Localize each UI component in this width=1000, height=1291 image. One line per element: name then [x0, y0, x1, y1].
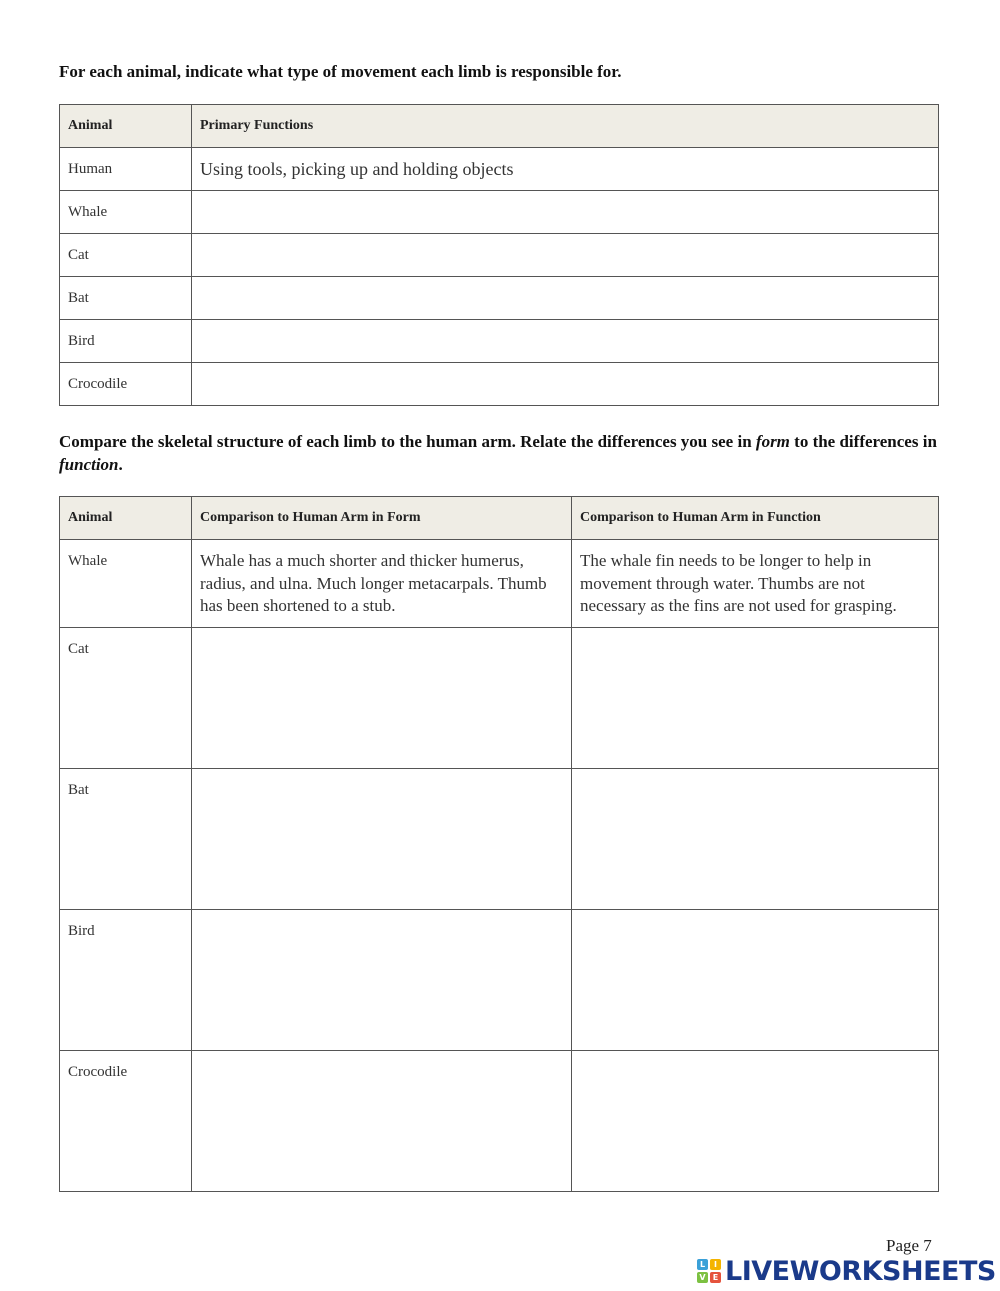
comparison-table — [59, 496, 939, 1192]
function-answer-field[interactable]: The whale fin needs to be longer to help in movement through water. Thumbs are not necessary as the fins are not used for grasping. — [572, 540, 939, 628]
animal-cell: Bird — [60, 320, 192, 363]
logo-text: LIVEWORKSHEETS — [725, 1255, 996, 1287]
form-answer-field[interactable] — [192, 769, 572, 910]
table-row — [60, 769, 939, 910]
animal-cell: Crocodile — [60, 363, 192, 406]
function-answer-field[interactable] — [192, 191, 939, 234]
heading-emphasis-function: function — [59, 455, 119, 474]
table-row — [60, 628, 939, 769]
logo-letter: V — [697, 1272, 708, 1283]
table-header-row — [60, 497, 939, 540]
table-row — [60, 1051, 939, 1192]
form-answer-field[interactable] — [192, 1051, 572, 1192]
header-animal: Animal — [60, 105, 192, 148]
animal-cell: Crocodile — [60, 1051, 192, 1192]
heading-text: to the differences in — [789, 432, 937, 451]
table-row — [60, 320, 939, 363]
table-row — [60, 910, 939, 1051]
primary-functions-table — [59, 104, 939, 406]
table-header-row — [60, 105, 939, 148]
animal-cell: Cat — [60, 234, 192, 277]
heading-emphasis-form: form — [755, 432, 790, 451]
function-answer-field[interactable] — [192, 277, 939, 320]
header-primary-functions: Primary Functions — [192, 105, 939, 148]
header-form: Comparison to Human Arm in Form — [192, 497, 572, 540]
logo-letter: I — [710, 1259, 721, 1270]
function-answer-field[interactable] — [572, 1051, 939, 1192]
logo-icon — [697, 1259, 721, 1283]
function-answer-field[interactable] — [572, 769, 939, 910]
liveworksheets-logo[interactable] — [697, 1256, 996, 1286]
animal-cell: Whale — [60, 540, 192, 628]
logo-letter: E — [710, 1272, 721, 1283]
table-row — [60, 148, 939, 191]
form-answer-field[interactable] — [192, 910, 572, 1051]
animal-cell: Cat — [60, 628, 192, 769]
table-row — [60, 191, 939, 234]
animal-cell: Bird — [60, 910, 192, 1051]
heading-text: Compare the skeletal structure of each limb to the human arm. Relate the differences you see in — [59, 432, 756, 451]
form-answer-field[interactable] — [192, 628, 572, 769]
function-answer-field[interactable]: Using tools, picking up and holding objects — [192, 148, 939, 191]
animal-cell: Human — [60, 148, 192, 191]
table-row — [60, 277, 939, 320]
form-answer-field[interactable]: Whale has a much shorter and thicker humerus, radius, and ulna. Much longer metacarpals. Thumb has been shortened to a stub. — [192, 540, 572, 628]
function-answer-field[interactable] — [572, 628, 939, 769]
logo-letter: L — [697, 1259, 708, 1270]
section1-heading: For each animal, indicate what type of movement each limb is responsible for. — [59, 62, 622, 81]
animal-cell: Whale — [60, 191, 192, 234]
table-row — [60, 540, 939, 628]
function-answer-field[interactable] — [192, 320, 939, 363]
animal-cell: Bat — [60, 769, 192, 910]
table-row — [60, 234, 939, 277]
section2-heading — [59, 430, 939, 476]
function-answer-field[interactable] — [572, 910, 939, 1051]
heading-text: . — [118, 455, 123, 474]
animal-cell: Bat — [60, 277, 192, 320]
function-answer-field[interactable] — [192, 363, 939, 406]
header-function: Comparison to Human Arm in Function — [572, 497, 939, 540]
table-row — [60, 363, 939, 406]
function-answer-field[interactable] — [192, 234, 939, 277]
page-number: Page 7 — [886, 1236, 932, 1255]
header-animal: Animal — [60, 497, 192, 540]
